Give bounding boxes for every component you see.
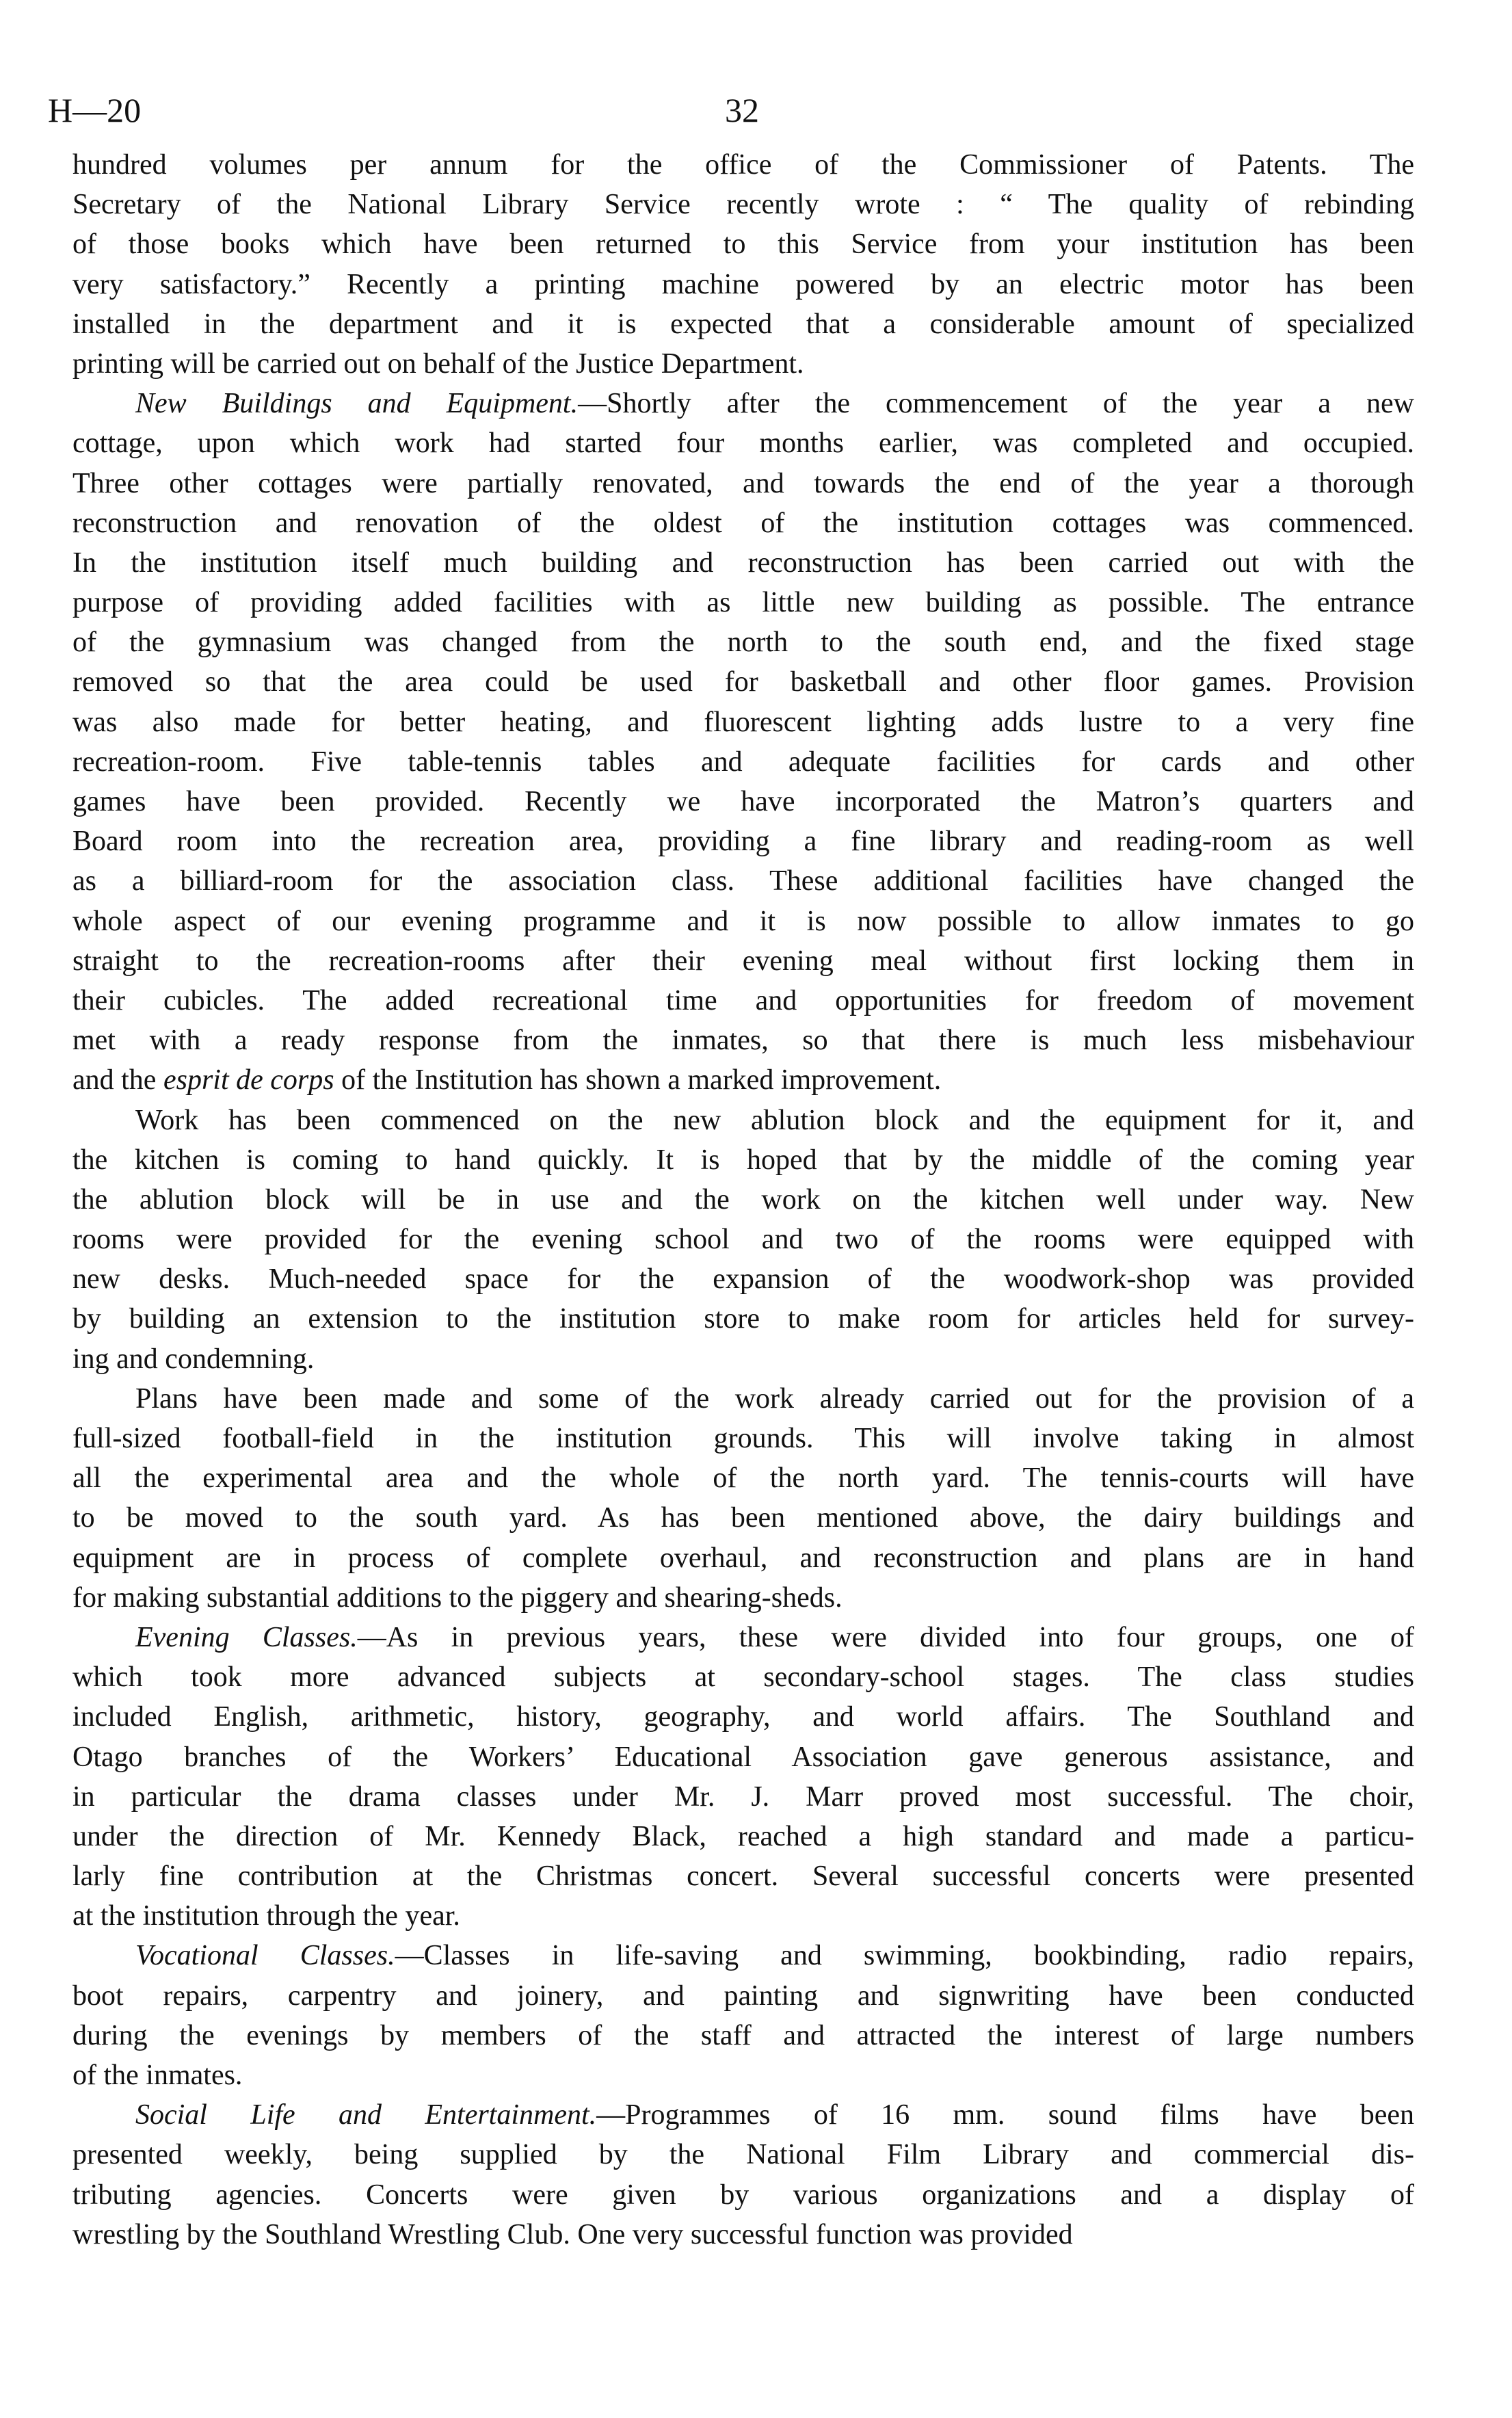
line-text: as a billiard-room for the association class. These additional facilities have changed the bbox=[72, 865, 1414, 897]
line-text: reconstruction and renovation of the oldest of the institution cottages was commenced. bbox=[72, 507, 1414, 539]
line-text: the kitchen is coming to hand quickly. It is hoped that by the middle of the coming year bbox=[72, 1144, 1414, 1176]
line-text: games have been provided. Recently we have incorporated the Matron’s quarters and bbox=[72, 786, 1414, 817]
line-text: —Shortly after the commencement of the year a new bbox=[578, 388, 1414, 420]
text-line bbox=[72, 1140, 1414, 1180]
text-line bbox=[72, 702, 1414, 742]
line-text: rooms were provided for the evening school and two of the rooms were equipped with bbox=[72, 1224, 1414, 1256]
text-line bbox=[72, 1936, 1414, 1975]
text-line bbox=[72, 2016, 1414, 2055]
text-line bbox=[72, 2055, 1414, 2095]
line-text: installed in the department and it is expected that a considerable amount of specialized bbox=[72, 308, 1414, 340]
text-line bbox=[72, 185, 1414, 224]
document-body bbox=[72, 145, 1414, 2255]
text-line bbox=[72, 1180, 1414, 1220]
line-text: the ablution block will be in use and the work on the kitchen well under way. New bbox=[72, 1183, 1414, 1215]
line-text: equipment are in process of complete overhaul, and reconstruction and plans are in hand bbox=[72, 1542, 1414, 1574]
line-text: full-sized football-field in the institution grounds. This will involve taking in almost bbox=[72, 1423, 1414, 1454]
paragraph bbox=[72, 1379, 1414, 1618]
section-heading: Vocational Classes. bbox=[135, 1940, 395, 1972]
paragraph bbox=[72, 384, 1414, 1100]
line-text: Board room into the recreation area, providing a fine library and reading-room as well bbox=[72, 826, 1414, 858]
page-number: 32 bbox=[725, 91, 759, 129]
line-text: of the Institution has shown a marked improvement. bbox=[334, 1064, 942, 1096]
line-text: included English, arithmetic, history, geography, and world affairs. The Southland and bbox=[72, 1701, 1414, 1733]
text-line bbox=[72, 1896, 1414, 1936]
line-text: Work has been commenced on the new ablution block and the equipment for it, and bbox=[135, 1104, 1414, 1136]
text-line bbox=[72, 1259, 1414, 1299]
italic-phrase: esprit de corps bbox=[163, 1064, 334, 1096]
text-line bbox=[72, 1657, 1414, 1697]
text-line bbox=[72, 1976, 1414, 2016]
text-line bbox=[72, 861, 1414, 901]
text-line bbox=[72, 1379, 1414, 1419]
paragraph bbox=[72, 1936, 1414, 2095]
line-text: —As in previous years, these were divided into four groups, one of bbox=[357, 1621, 1414, 1653]
section-heading: New Buildings and Equipment. bbox=[135, 388, 579, 420]
text-line bbox=[72, 1060, 1414, 1100]
text-line bbox=[72, 224, 1414, 264]
paragraph bbox=[72, 1101, 1414, 1379]
section-heading: Social Life and Entertainment. bbox=[135, 2099, 597, 2131]
text-line bbox=[72, 1021, 1414, 1060]
line-text: Otago branches of the Workers’ Educational Association gave generous assistance, and bbox=[72, 1741, 1414, 1773]
line-text: which took more advanced subjects at secondary-school stages. The class studies bbox=[72, 1661, 1414, 1694]
paragraph bbox=[72, 2095, 1414, 2255]
line-text: in particular the drama classes under Mr. J. Marr proved most successful. The choir, bbox=[72, 1780, 1414, 1813]
document-reference: H—20 bbox=[48, 91, 142, 129]
line-text: larly fine contribution at the Christmas concert. Several successful concerts were presented bbox=[72, 1861, 1414, 1893]
text-line bbox=[72, 1339, 1414, 1379]
line-text: during the evenings by members of the staff and attracted the interest of large numbers bbox=[72, 2019, 1414, 2051]
text-line bbox=[72, 2095, 1414, 2135]
line-text: cottage, upon which work had started four months earlier, was completed and occupied. bbox=[72, 428, 1414, 460]
line-text: all the experimental area and the whole of the north yard. The tennis-courts will have bbox=[72, 1462, 1414, 1495]
paragraph bbox=[72, 145, 1414, 384]
text-line bbox=[72, 1538, 1414, 1578]
text-line bbox=[72, 622, 1414, 662]
text-line bbox=[72, 503, 1414, 543]
line-text: and the bbox=[72, 1064, 163, 1096]
text-line bbox=[72, 742, 1414, 782]
line-text: presented weekly, being supplied by the National Film Library and commercial dis- bbox=[72, 2139, 1414, 2171]
paragraph bbox=[72, 1618, 1414, 1936]
text-line bbox=[72, 145, 1414, 185]
line-text: straight to the recreation-rooms after their evening meal without first locking them in bbox=[72, 945, 1414, 977]
text-line bbox=[72, 1498, 1414, 1538]
text-line bbox=[72, 662, 1414, 702]
text-line bbox=[72, 304, 1414, 344]
text-line bbox=[72, 384, 1414, 423]
line-text: boot repairs, carpentry and joinery, and painting and signwriting have been conducted bbox=[72, 1980, 1414, 2012]
line-text: Plans have been made and some of the work already carried out for the provision of a bbox=[135, 1382, 1414, 1415]
section-heading: Evening Classes. bbox=[135, 1621, 358, 1653]
line-text: removed so that the area could be used for basketball and other floor games. Provision bbox=[72, 666, 1414, 698]
text-line bbox=[72, 1458, 1414, 1498]
text-line bbox=[72, 543, 1414, 583]
text-line bbox=[72, 344, 1414, 384]
line-text: recreation-room. Five table-tennis tables and adequate facilities for cards and other bbox=[72, 746, 1414, 778]
line-text: to be moved to the south yard. As has been mentioned above, the dairy buildings and bbox=[72, 1502, 1414, 1534]
line-text: was also made for better heating, and fluorescent lighting adds lustre to a very fine bbox=[72, 706, 1414, 738]
line-text: printing will be carried out on behalf of the Justice Department. bbox=[72, 347, 804, 380]
text-line bbox=[72, 1618, 1414, 1657]
line-text: —Programmes of 16 mm. sound films have been bbox=[596, 2099, 1415, 2131]
line-text: —Classes in life-saving and swimming, bookbinding, radio repairs, bbox=[395, 1940, 1414, 1972]
text-line bbox=[72, 822, 1414, 861]
text-line bbox=[72, 583, 1414, 622]
line-text: new desks. Much-needed space for the expansion of the woodwork-shop was provided bbox=[72, 1263, 1414, 1296]
line-text: under the direction of Mr. Kennedy Black, reached a high standard and made a particu- bbox=[72, 1820, 1414, 1852]
text-line bbox=[72, 1419, 1414, 1458]
line-text: for making substantial additions to the piggery and shearing-sheds. bbox=[72, 1581, 843, 1614]
line-text: hundred volumes per annum for the office of the Commissioner of Patents. The bbox=[72, 149, 1414, 181]
text-line bbox=[72, 2135, 1414, 2174]
text-line bbox=[72, 1697, 1414, 1737]
text-line bbox=[72, 902, 1414, 941]
line-text: ing and condemning. bbox=[72, 1343, 315, 1375]
line-text: Secretary of the National Library Service recently wrote : “ The quality of rebinding bbox=[72, 189, 1414, 221]
text-line bbox=[72, 1220, 1414, 1259]
line-text: wrestling by the Southland Wrestling Club. One very successful function was provided bbox=[72, 2218, 1073, 2250]
text-line bbox=[72, 981, 1414, 1021]
line-text: tributing agencies. Concerts were given by various organizations and a display of bbox=[72, 2179, 1414, 2211]
line-text: by building an extension to the institution store to make room for articles held for survey- bbox=[72, 1303, 1414, 1335]
line-text: met with a ready response from the inmates, so that there is much less misbehaviour bbox=[72, 1025, 1414, 1057]
line-text: In the institution itself much building and reconstruction has been carried out with the bbox=[72, 547, 1414, 579]
text-line bbox=[72, 1101, 1414, 1140]
text-line bbox=[72, 2175, 1414, 2215]
text-line bbox=[72, 1737, 1414, 1777]
text-line bbox=[72, 265, 1414, 304]
line-text: their cubicles. The added recreational time and opportunities for freedom of movement bbox=[72, 984, 1414, 1016]
text-line bbox=[72, 941, 1414, 981]
line-text: very satisfactory.” Recently a printing machine powered by an electric motor has been bbox=[72, 268, 1414, 300]
text-line bbox=[72, 423, 1414, 463]
text-line bbox=[72, 782, 1414, 822]
line-text: of the gymnasium was changed from the north to the south end, and the fixed stage bbox=[72, 627, 1414, 659]
text-line bbox=[72, 1817, 1414, 1856]
text-line bbox=[72, 1777, 1414, 1817]
line-text: whole aspect of our evening programme and it is now possible to allow inmates to go bbox=[72, 905, 1414, 937]
line-text: Three other cottages were partially renovated, and towards the end of the year a thorough bbox=[72, 467, 1414, 499]
text-line bbox=[72, 1856, 1414, 1896]
line-text: of those books which have been returned to this Service from your institution has been bbox=[72, 228, 1414, 261]
line-text: at the institution through the year. bbox=[72, 1900, 460, 1932]
text-line bbox=[72, 1299, 1414, 1339]
line-text: of the inmates. bbox=[72, 2060, 243, 2091]
text-line bbox=[72, 2215, 1414, 2255]
text-line bbox=[72, 1578, 1414, 1618]
text-line bbox=[72, 464, 1414, 503]
line-text: purpose of providing added facilities with as little new building as possible. The entrance bbox=[72, 587, 1414, 619]
